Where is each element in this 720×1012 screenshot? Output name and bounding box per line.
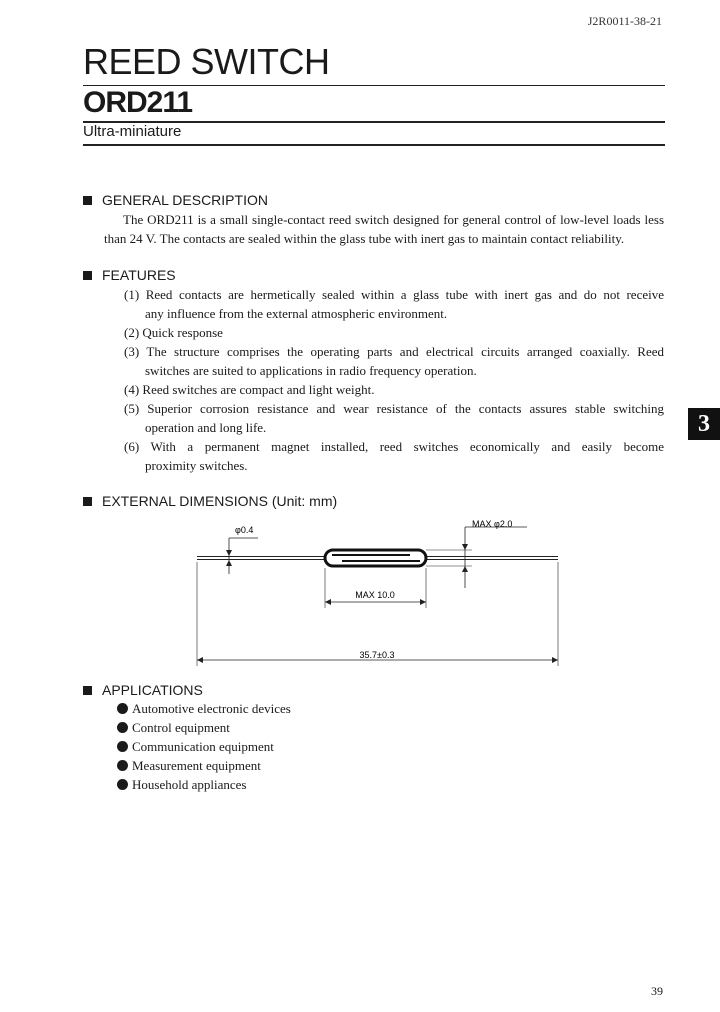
feature-item xyxy=(124,399,664,437)
feature-line-continued: any influence from the external atmospheric environment. xyxy=(145,306,448,321)
section-heading-label: APPLICATIONS xyxy=(102,682,203,698)
application-label: Household appliances xyxy=(132,777,247,792)
square-bullet-icon xyxy=(83,686,92,695)
overall-length-label: 35.7±0.3 xyxy=(359,650,395,660)
description-body: The ORD211 is a small single-contact reed switch designed for general control of low-level loads less than 24 V. The contacts are sealed within the glass tube with inert gas to maintain contact reliability. xyxy=(104,212,664,246)
features-list xyxy=(124,285,664,475)
model-name: ORD211 xyxy=(83,86,193,119)
feature-item xyxy=(124,323,664,342)
document-code: J2R0011-38-21 xyxy=(587,14,662,28)
application-label: Measurement equipment xyxy=(132,758,261,773)
arrow-up-icon xyxy=(226,560,232,566)
body-length-label: MAX 10.0 xyxy=(355,590,395,600)
page-number: 39 xyxy=(651,984,663,998)
feature-line: (4) Reed switches are compact and light weight. xyxy=(124,382,375,397)
subtitle: Ultra-miniature xyxy=(83,123,182,140)
feature-item xyxy=(124,437,664,475)
arrow-right-icon xyxy=(552,657,558,663)
arrow-right-icon xyxy=(420,599,426,605)
applications-heading xyxy=(83,683,203,697)
feature-line-continued: operation and long life. xyxy=(145,420,267,435)
bullet-dot-icon xyxy=(117,722,128,733)
feature-line: (2) Quick response xyxy=(124,325,223,340)
square-bullet-icon xyxy=(83,497,92,506)
features-heading xyxy=(83,268,176,282)
application-label: Automotive electronic devices xyxy=(132,701,291,716)
lead-diameter-label: φ0.4 xyxy=(235,525,254,535)
feature-line: (5) Superior corrosion resistance and wear resistance of the contacts assures stable switching xyxy=(124,401,664,416)
bullet-dot-icon xyxy=(117,741,128,752)
feature-item xyxy=(124,285,664,323)
application-label: Communication equipment xyxy=(132,739,274,754)
list-item xyxy=(117,756,291,775)
general-description-text xyxy=(104,210,664,248)
section-heading-label: FEATURES xyxy=(102,267,176,283)
square-bullet-icon xyxy=(83,271,92,280)
list-item xyxy=(117,775,291,794)
chapter-tab: 3 xyxy=(688,408,720,440)
section-heading-label: EXTERNAL DIMENSIONS (Unit: mm) xyxy=(102,493,338,509)
square-bullet-icon xyxy=(83,196,92,205)
external-dimensions-heading xyxy=(83,494,337,508)
list-item xyxy=(117,718,291,737)
arrow-left-icon xyxy=(197,657,203,663)
glass-tube-body xyxy=(325,550,426,566)
section-heading-label: GENERAL DESCRIPTION xyxy=(102,192,268,208)
feature-line-continued: switches are suited to applications in radio frequency operation. xyxy=(145,363,477,378)
feature-item xyxy=(124,380,664,399)
feature-line: (1) Reed contacts are hermetically sealed within a glass tube with inert gas and do not receive xyxy=(124,287,664,302)
bullet-dot-icon xyxy=(117,779,128,790)
arrow-up-icon xyxy=(462,566,468,572)
arrow-left-icon xyxy=(325,599,331,605)
bullet-dot-icon xyxy=(117,703,128,714)
body-diameter-label: MAX φ2.0 xyxy=(472,519,513,529)
feature-line: (6) With a permanent magnet installed, reed switches economically and easily become xyxy=(124,439,664,454)
list-item xyxy=(117,737,291,756)
bullet-dot-icon xyxy=(117,760,128,771)
arrow-down-icon xyxy=(226,550,232,556)
list-item xyxy=(117,699,291,718)
feature-line: (3) The structure comprises the operating parts and electrical circuits arranged coaxially. Reed xyxy=(124,344,664,359)
applications-list xyxy=(117,699,291,794)
arrow-down-icon xyxy=(462,544,468,550)
feature-item xyxy=(124,342,664,380)
feature-line-continued: proximity switches. xyxy=(145,458,248,473)
page-title: REED SWITCH xyxy=(83,41,330,82)
dimension-drawing xyxy=(0,510,720,670)
subtitle-rule xyxy=(83,144,665,146)
general-description-heading xyxy=(83,193,268,207)
application-label: Control equipment xyxy=(132,720,230,735)
